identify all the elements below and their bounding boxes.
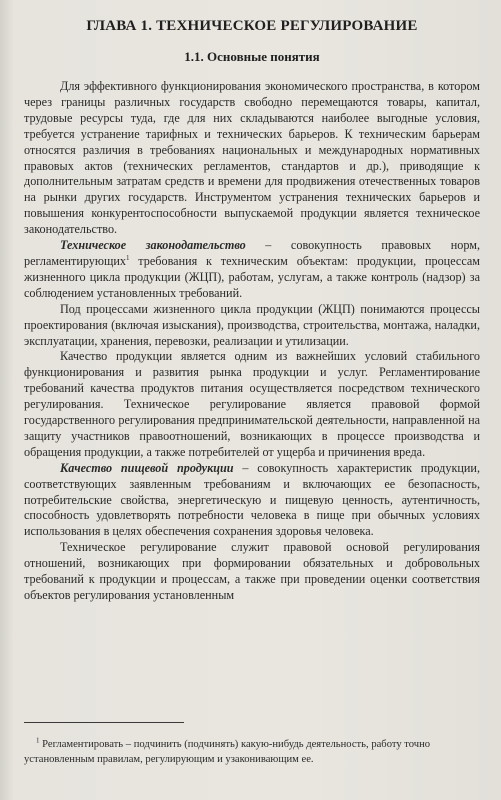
paragraph-intro: Для эффективного функционирования экономического пространства, в котором через границы различных государств свободно перемещаются товары, капитал, трудовые ресурсы туда, где для них складываются наиболее выгодные условия, требуется устранение тарифных и технических барьеров. К техническим барьерам относятся различия в требованиях национальных и международных нормативных правовых актов (технических регламентов, стандартов и др.), приводящие к дополнительным затратам средств и времени для продвижения отечественных товаров на рынки других государств. Инструментом устранения технических барьеров и повышения конкурентоспособности выпускаемой продукции является техническое законодательство. bbox=[24, 79, 480, 237]
paragraph-technical-legislation bbox=[24, 238, 480, 302]
paragraph-lifecycle-processes: Под процессами жизненного цикла продукции (ЖЦП) понимаются процессы проектирования (включая изыскания), производства, строительства, монтажа, наладки, эксплуатации, хранения, перевозки, реализации и утилизации. bbox=[24, 301, 480, 348]
footnote-reference[interactable]: 1 bbox=[126, 253, 130, 262]
footnote-text: Регламентировать – подчинить (подчинять) какую-нибудь деятельность, работу точно установленным правилам, регулирующим и узаконивающим ее. bbox=[24, 739, 431, 765]
section-title: 1.1. Основные понятия bbox=[184, 49, 320, 64]
paragraph-technical-regulation: Техническое регулирование служит правовой основой регулирования отношений, возникающих при формировании обязательных и добровольных требований к продукции и процессам, а также при проведении оценки соответствия объектов регулирования установленным bbox=[24, 540, 480, 602]
paragraph-food-quality bbox=[24, 461, 480, 541]
footnote-marker: 1 bbox=[36, 736, 40, 745]
chapter-title: ГЛАВА 1. ТЕХНИЧЕСКОЕ РЕГУЛИРОВАНИЕ bbox=[86, 18, 418, 34]
paragraph-product-quality: Качество продукции является одним из важнейших условий стабильного функционирования и развития рынка продукции и услуг. Регламентирование требований качества продуктов питания осуществляется посредством технического регулирования. Техническое регулирование является правовой формой государственного регулирования предпринимательской деятельности, направленной на защиту участников правоотношений, возникающих в процессе производства и обращения продукции, а также потребителей от ущерба и причинения вреда. bbox=[24, 349, 480, 459]
term-technical-legislation: Техническое законодательство bbox=[60, 238, 246, 253]
footnote-divider bbox=[24, 722, 184, 723]
footnote bbox=[24, 737, 480, 767]
definition-text-part2: требования к техническим объектам: продукции, процессам жизненного цикла продукции (ЖЦП), работам, услугам, а также контроль (надзор) за соблюдением установленных требований. bbox=[24, 253, 480, 300]
definition-text-part1: – совокупность правовых норм, регламентирующих bbox=[24, 238, 480, 268]
page-content bbox=[24, 18, 480, 604]
footnote-area bbox=[24, 722, 480, 767]
definition-food-quality: – совокупность характеристик продукции, соответствующих заявленным требованиям и включающих ее безопасность, потребительские свойства, энергетическую и пищевую ценность, аутентичность, способность удовлетворять потребности человека в пище при обычных условиях использования в целях обеспечения сохранения здоровья человека. bbox=[24, 460, 480, 539]
term-food-quality: Качество пищевой продукции bbox=[60, 460, 234, 475]
